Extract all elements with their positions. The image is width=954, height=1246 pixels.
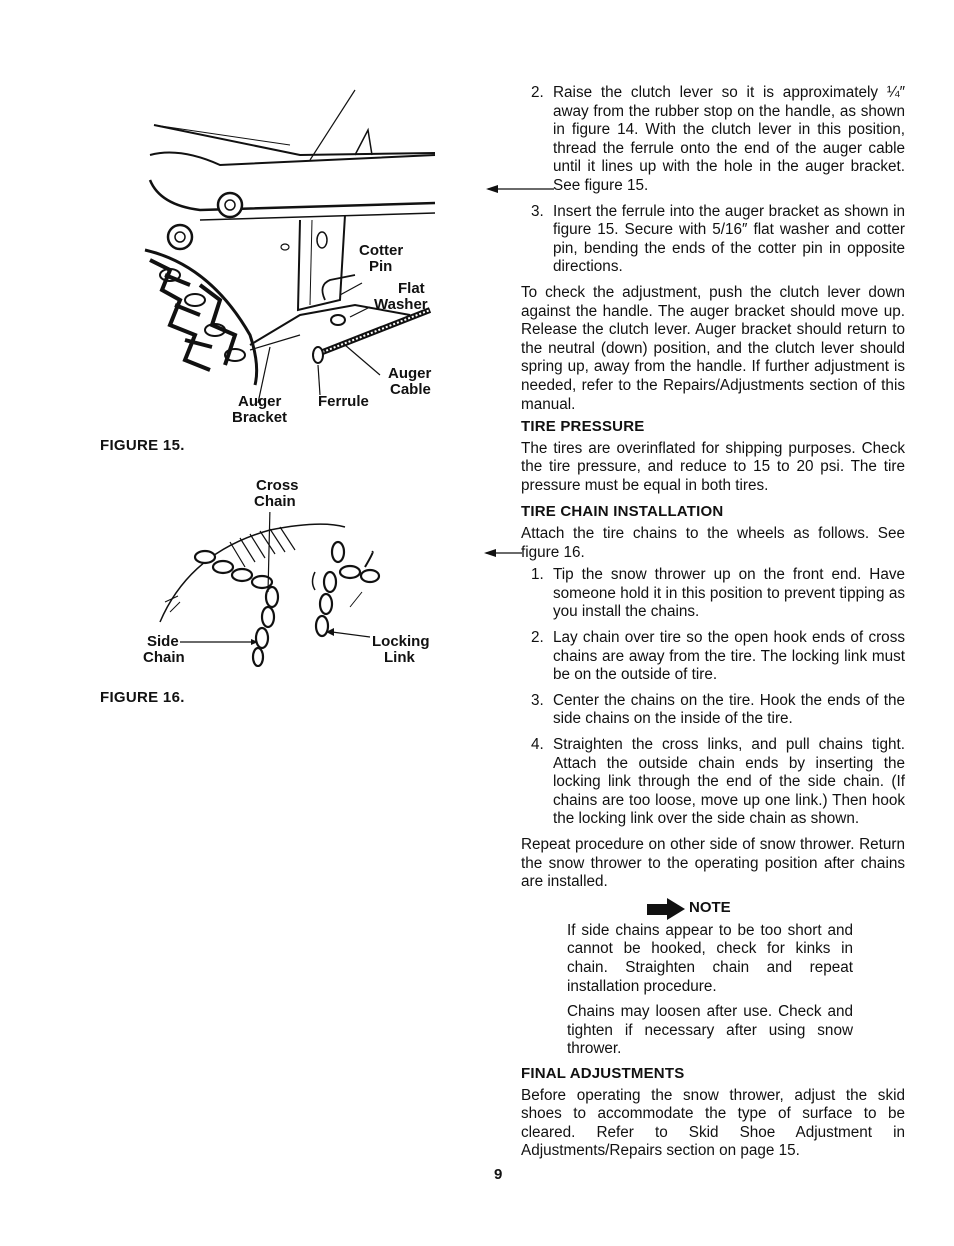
note-paragraph-1: If side chains appear to be too short and cannot be hooked, check for kinks in chain. Straighten chain and repeat installation procedure. xyxy=(567,921,853,995)
figure-16-illustration xyxy=(150,512,390,667)
list-item: 4. Straighten the cross links, and pull chains tight. Attach the outside chain ends by inserting the locking link through the end of the side chain. (If chains are too loose, move up one link.) Then hook the locking link over the side chain as shown. xyxy=(531,736,905,828)
label-auger-cable: Auger Cable xyxy=(388,365,432,398)
check-paragraph: To check the adjustment, push the clutch lever down against the handle. The auger bracket should move up. Release the clutch lever. Auger bracket should return to the neutral (down) position, and the clutch lever should spring up, away from the handle. If further adjustment is needed, refer to the Repairs/Adjustments section of this manual. xyxy=(521,283,905,413)
final-adjustments-heading: FINAL ADJUSTMENTS xyxy=(521,1064,685,1082)
figure-16-caption: FIGURE 16. xyxy=(100,689,185,706)
page-number: 9 xyxy=(494,1166,503,1183)
figure-15-caption: FIGURE 15. xyxy=(100,437,185,454)
list-item: 3. Center the chains on the tire. Hook the ends of the side chains on the inside of the tire. xyxy=(531,691,905,728)
list-item: 2. Lay chain over tire so the open hook ends of cross chains are away from the tire. The locking link must be on the outside of tire. xyxy=(531,629,905,684)
label-auger-bracket: Auger Bracket xyxy=(232,393,288,426)
instructions-column xyxy=(521,84,905,1161)
margin-arrow-icon xyxy=(484,548,524,558)
tire-chain-heading: TIRE CHAIN INSTALLATION xyxy=(521,503,724,521)
note-arrow-icon xyxy=(647,898,685,920)
repeat-paragraph: Repeat procedure on other side of snow thrower. Return the snow thrower to the operating position after chains are installed. xyxy=(521,835,905,891)
note-block xyxy=(567,898,853,1059)
tire-pressure-text: The tires are overinflated for shipping purposes. Check the tire pressure, and reduce to 15 to 20 psi. The tire pressure must be equal in both tires. xyxy=(521,439,905,494)
label-locking-link: Locking Link xyxy=(372,633,430,666)
list-item: 2. Raise the clutch lever so it is approximately ¼″ away from the rubber stop on the handle, as shown in figure 14. With the clutch lever in this position, thread the ferrule onto the end of the auger cable until it lines up with the hole in the auger bracket. See figure 15. xyxy=(531,84,905,194)
note-title: NOTE xyxy=(647,898,853,920)
final-adjustments-text: Before operating the snow thrower, adjust the skid shoes to accommodate the type of surface to be cleared. Refer to Skid Shoe Adjustment in Adjustments/Repairs section on page 15. xyxy=(521,1086,905,1160)
label-flat-washer: Flat Washer xyxy=(374,280,428,313)
list-item: 3. Insert the ferrule into the auger bracket as shown in figure 15. Secure with 5/16″ flat washer and cotter pin, bending the ends of the cotter pin in opposite directions. xyxy=(531,202,905,276)
label-side-chain: Side Chain xyxy=(143,633,185,666)
tire-chain-steps xyxy=(521,566,905,829)
label-cross-chain: Cross Chain xyxy=(254,477,299,510)
label-cotter-pin: Cotter Pin xyxy=(359,242,404,275)
note-paragraph-2: Chains may loosen after use. Check and tighten if necessary after using snow thrower. xyxy=(567,1003,853,1058)
label-ferrule: Ferrule xyxy=(318,393,369,410)
list-item: 1. Tip the snow thrower up on the front end. Have someone hold it in this position to prevent tipping as you install the chains. xyxy=(531,566,905,621)
tire-pressure-heading: TIRE PRESSURE xyxy=(521,418,645,436)
steps-top xyxy=(521,84,905,277)
tire-chain-intro: Attach the tire chains to the wheels as follows. See figure 16. xyxy=(521,525,905,561)
